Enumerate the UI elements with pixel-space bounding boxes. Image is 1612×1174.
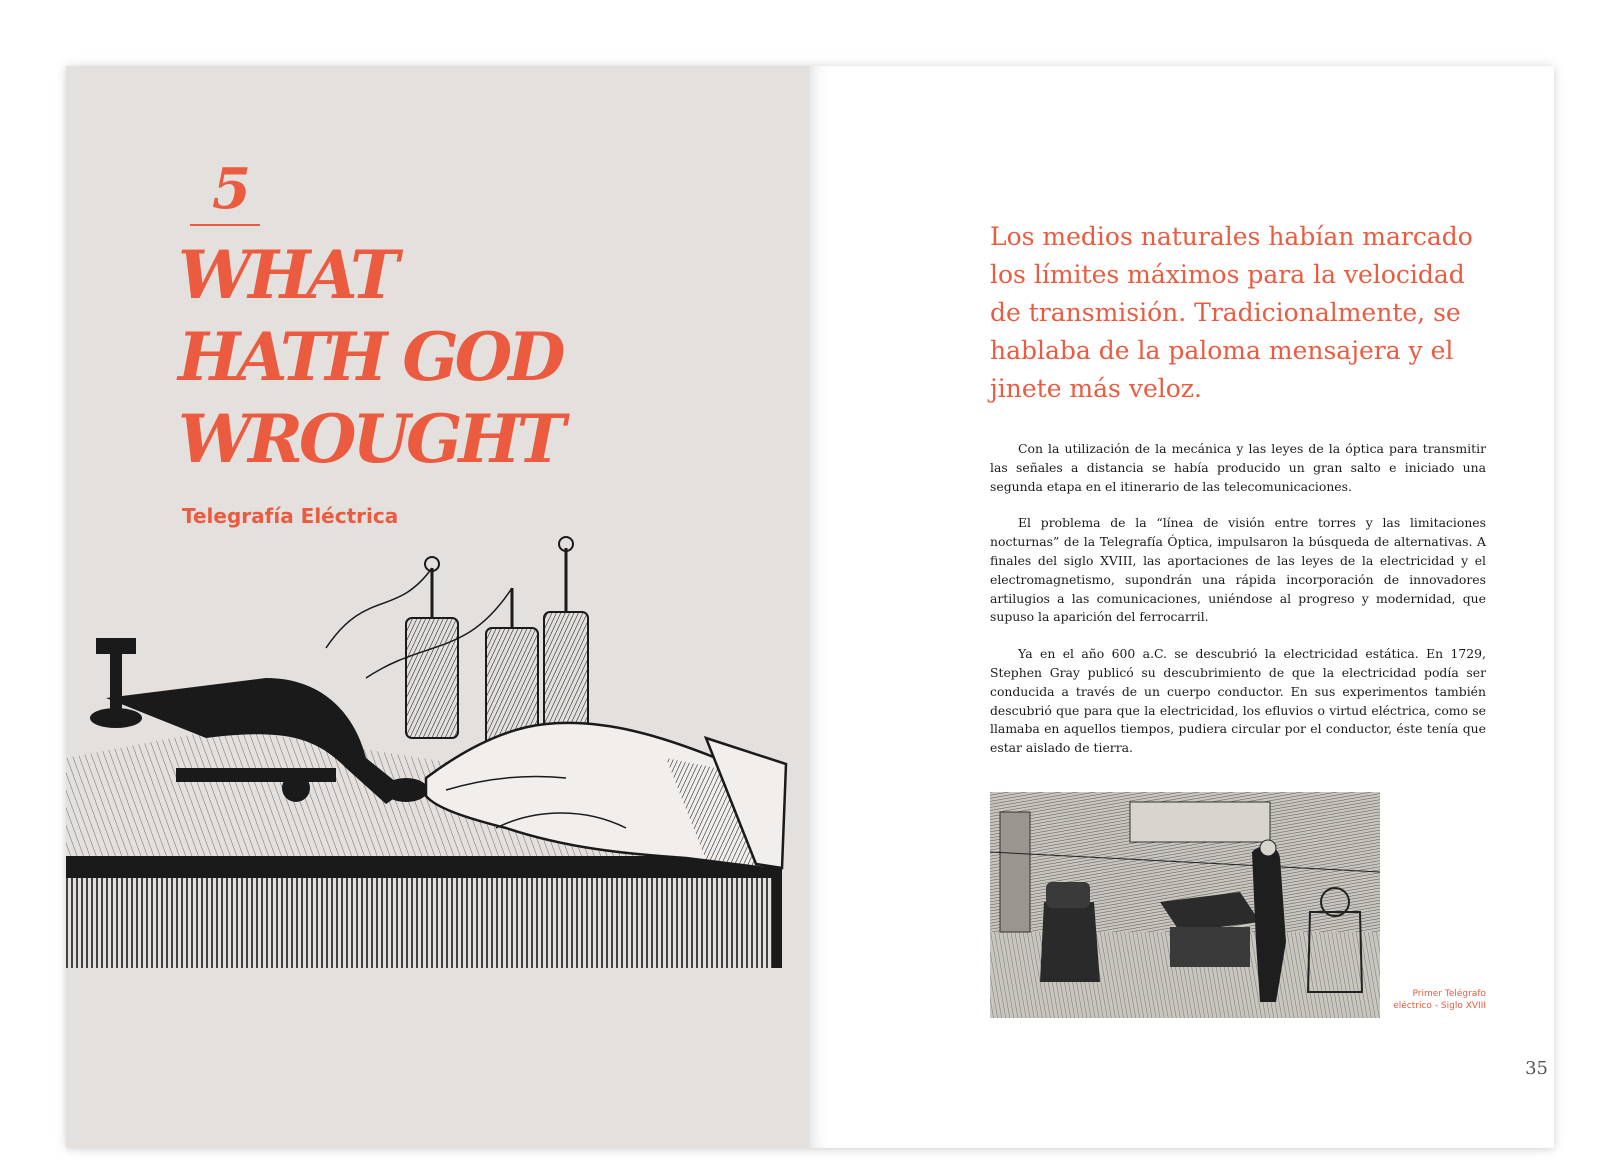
chapter-title-line: HATH GOD	[178, 318, 562, 396]
figure-caption	[1370, 988, 1486, 1012]
body-text	[990, 440, 1486, 776]
chapter-title-line: WROUGHT	[178, 400, 562, 478]
chapter-subtitle: Telegrafía Eléctrica	[182, 504, 399, 528]
chapter-number: 5	[212, 156, 249, 222]
left-page	[66, 66, 810, 1148]
chapter-title	[178, 234, 598, 480]
first-electric-telegraph-engraving	[990, 792, 1380, 1018]
chapter-rule	[190, 224, 260, 226]
body-paragraph: Con la utilización de la mecánica y las leyes de la óptica para transmitir las señales a distancia se había producido un gran salto e iniciado una segunda etapa en el itinerario de las telecomunicaciones.	[990, 441, 1486, 494]
body-paragraph: El problema de la “línea de visión entre torres y las limitaciones nocturnas” de la Telegrafía Óptica, impulsaron la búsqueda de alternativas. A finales del siglo XVIII, las aportaciones de las leyes de la electricidad y el electromagnetismo, supondrán una rápida incorporación de innovadores artilugios a las comunicaciones, uniéndose al progreso y modernidad, que supuso la aparición del ferrocarril.	[990, 515, 1486, 625]
figure-caption-line: Primer Telégrafo	[1412, 989, 1486, 999]
book-spread	[66, 66, 1554, 1148]
right-page	[810, 66, 1554, 1148]
figure-caption-line: eléctrico - Siglo XVIII	[1393, 1001, 1486, 1011]
lead-paragraph: Los medios naturales habían marcado los límites máximos para la velocidad de transmisión. Tradicionalmente, se hablaba de la paloma mensajera y el jinete más veloz.	[990, 222, 1473, 403]
page-number: 35	[1525, 1058, 1548, 1079]
telegraph-key-engraving	[66, 528, 810, 988]
body-paragraph: Ya en el año 600 a.C. se descubrió la electricidad estática. En 1729, Stephen Gray publicó su descubrimiento de que la electricidad podía ser conducida a través de un cuerpo conductor. En sus experimentos también descubrió que para que la electricidad, los efluvios o virtud eléctrica, como se llamaba en aquellos tiempos, pudiera circular por el conductor, éste tenía que estar aislado de tierra.	[990, 646, 1486, 756]
chapter-title-line: WHAT	[178, 236, 396, 314]
